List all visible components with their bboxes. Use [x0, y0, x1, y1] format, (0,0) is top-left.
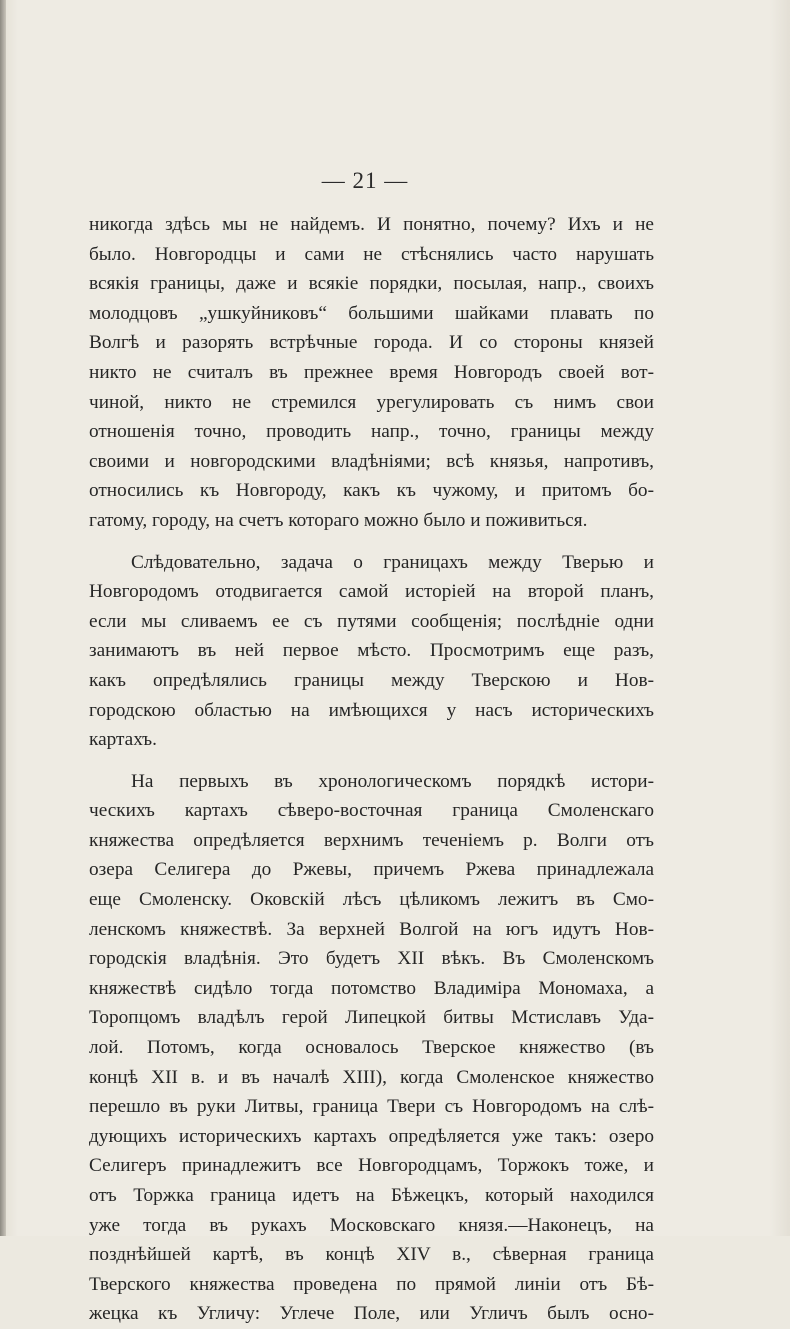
text-line: картахъ. — [89, 729, 157, 751]
text-line: молодцовъ „ушкуйниковъ“ большими шайками плавать по — [89, 302, 654, 324]
text-line: своими и новгородскими владѣніями; всѣ князья, напротивъ, — [89, 450, 654, 472]
text-line: никогда здѣсь мы не найдемъ. И понятно, почему? Ихъ и не — [89, 214, 654, 235]
text-line: городскія владѣнія. Это будетъ XII вѣкъ. Въ Смоленскомъ — [89, 948, 654, 970]
text-line: относились къ Новгороду, какъ къ чужому, и притомъ бо- — [89, 480, 654, 502]
text-line: дующихъ историческихъ картахъ опредѣляется уже такъ: озеро — [89, 1125, 654, 1147]
text-line: позднѣйшей картѣ, въ концѣ XIV в., сѣверная граница — [89, 1244, 654, 1266]
text-line: отъ Торжка граница идетъ на Бѣжецкъ, который находился — [89, 1185, 654, 1206]
text-line: княжества опредѣляется верхнимъ теченіемъ р. Волги отъ — [89, 829, 654, 851]
text-line: Новгородомъ отодвигается самой исторіей на второй планъ, — [89, 581, 654, 603]
text-line: Селигеръ принадлежитъ все Новгородцамъ, Торжокъ тоже, и — [89, 1155, 654, 1177]
text-line: городскою областью на имѣющихся у насъ историческихъ — [89, 699, 654, 721]
text-line: концѣ XII в. и въ началѣ XIII), когда Смоленское княжество — [89, 1066, 654, 1088]
page-body — [89, 210, 654, 1329]
text-line: озера Селигера до Ржевы, причемъ Ржева принадлежала — [89, 859, 654, 881]
text-line: отношенія точно, проводить напр., точно, границы между — [89, 421, 654, 443]
text-line: было. Новгородцы и сами не стѣснялись часто нарушать — [89, 243, 654, 265]
text-line: какъ опредѣлялись границы между Тверскою и Нов- — [89, 669, 654, 691]
text-line: перешло въ руки Литвы, граница Твери съ Новгородомъ на слѣ- — [89, 1096, 654, 1118]
text-line: Тверского княжества проведена по прямой линіи отъ Бѣ- — [89, 1273, 654, 1295]
text-line: Торопцомъ владѣлъ герой Липецкой битвы Мстиславъ Уда- — [89, 1007, 654, 1029]
text-line: всякія границы, даже и всякіе порядки, посылая, напр., своихъ — [89, 273, 654, 295]
text-line: княжествѣ сидѣло тогда потомство Владиміра Мономаха, а — [89, 977, 654, 999]
paragraph-3 — [89, 767, 654, 1329]
text-line: жецка къ Угличу: Углече Поле, или Угличъ былъ осно- — [89, 1303, 654, 1325]
text-line: На первыхъ въ хронологическомъ порядкѣ истори- — [131, 770, 654, 792]
page-number: — 21 — — [321, 168, 409, 193]
paragraph-2 — [89, 548, 654, 755]
text-line: чиной, никто не стремился урегулировать съ нимъ свои — [89, 391, 654, 413]
text-line: еще Смоленску. Оковскій лѣсъ цѣликомъ лежитъ въ Смо- — [89, 889, 654, 911]
text-line: Слѣдовательно, задача о границахъ между Тверью и — [131, 551, 654, 573]
paragraph-1 — [89, 210, 654, 536]
text-line: Волгѣ и разорять встрѣчные города. И со стороны князей — [89, 332, 654, 354]
text-line: занимаютъ въ ней первое мѣсто. Просмотримъ еще разъ, — [89, 640, 654, 662]
text-line: гатому, городу, на счетъ котораго можно было и поживиться. — [89, 509, 588, 531]
text-line: если мы сливаемъ ее съ путями сообщенія; послѣдніе одни — [89, 610, 654, 632]
text-line: уже тогда въ рукахъ Московскаго князя.—Наконецъ, на — [89, 1214, 654, 1236]
text-line: ленскомъ княжествѣ. За верхней Волгой на югъ идутъ Нов- — [89, 918, 654, 940]
text-line: лой. Потомъ, когда основалось Тверское княжество (въ — [89, 1037, 654, 1059]
text-line: ческихъ картахъ сѣверо-восточная граница Смоленскаго — [89, 800, 654, 822]
text-line: никто не считалъ въ прежнее время Новгородъ своей вот- — [89, 361, 654, 383]
